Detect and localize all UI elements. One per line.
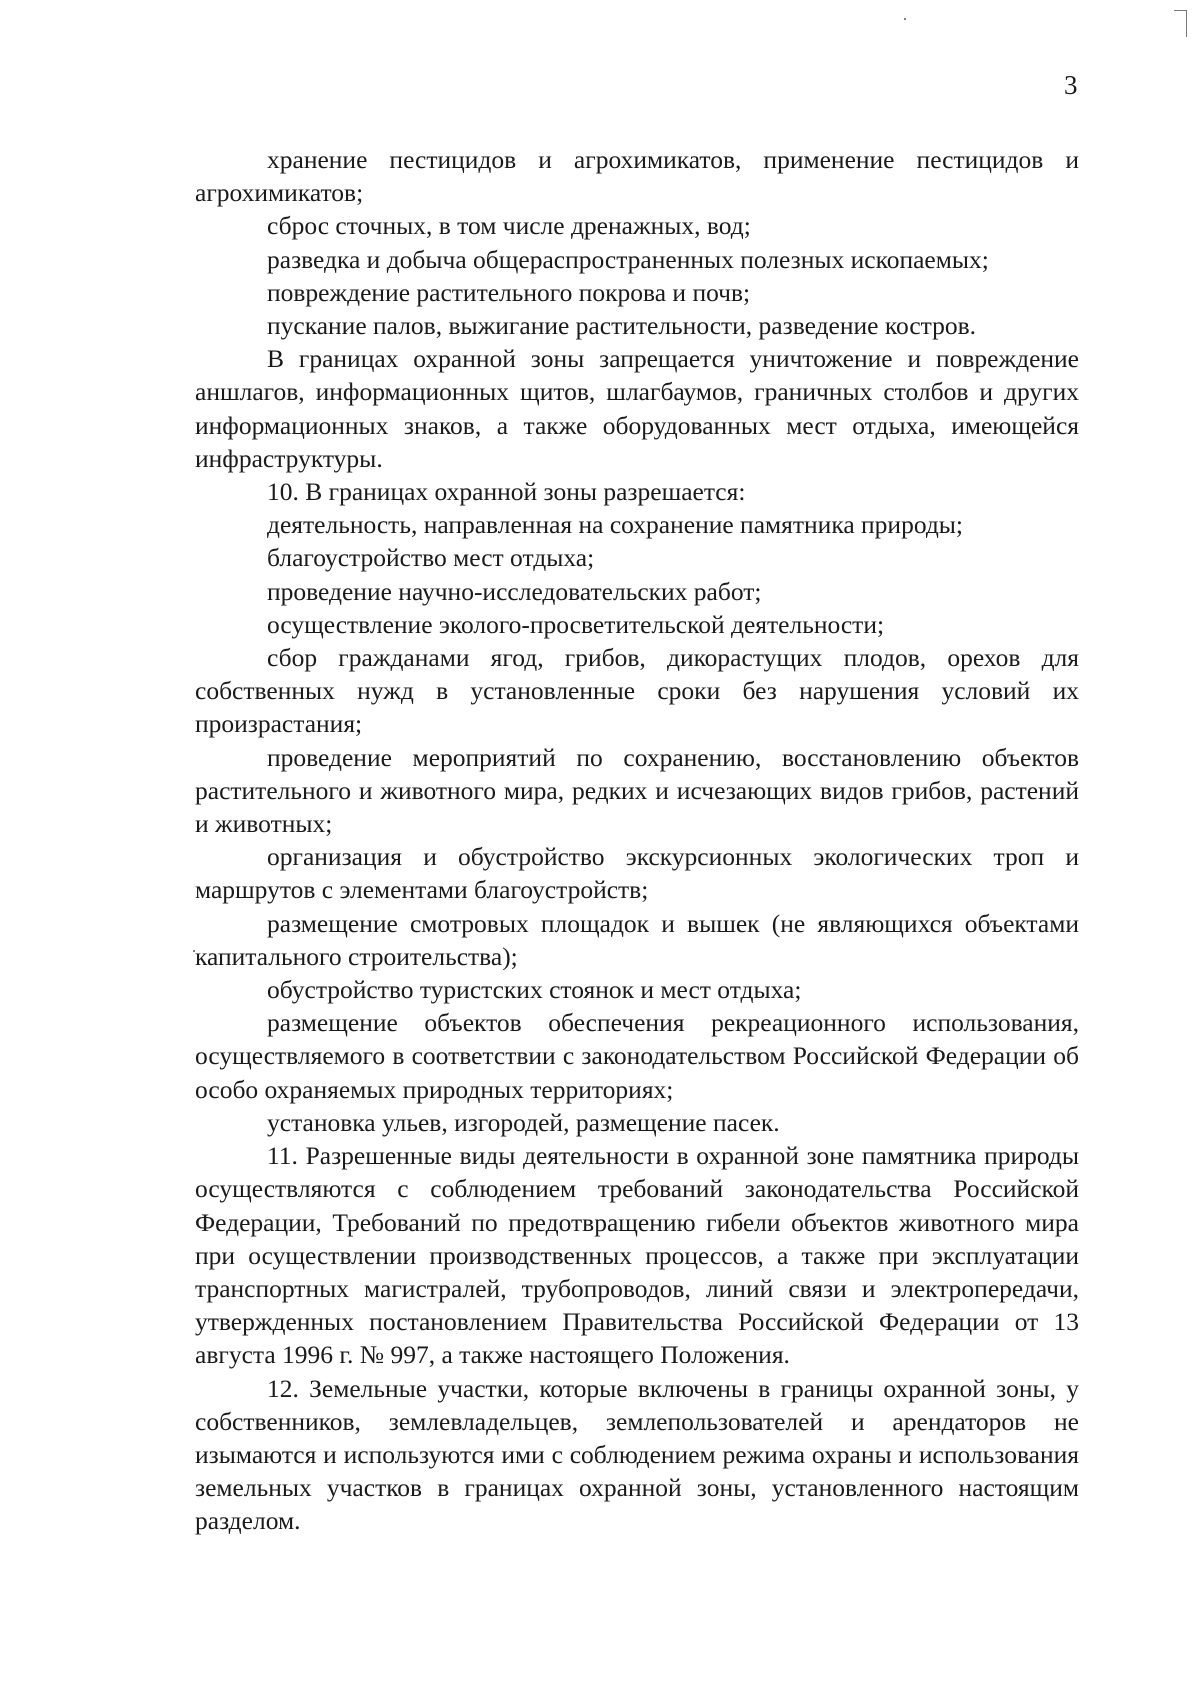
scan-corner-mark: [1174, 10, 1187, 37]
paragraph: В границах охранной зоны запрещается уничтожение и повреждение аншлагов, информационных щитов, шлагбаумов, граничных столбов и других информационных знаков, а также оборудованных мест отдыха, имеющейся инфраструктуры.: [195, 344, 1079, 473]
paragraph: 11. Разрешенные виды деятельности в охранной зоне памятника природы осуществляются с соблюдением требований законодательства Российской Федерации, Требований по предотвращению гибели объектов животного мира при осуществлении производственных процессов, а также при эксплуатации транспортных магистралей, трубопроводов, линий связи и электропередачи, утвержденных постановлением Правительства Российской Федерации от 13 августа 1996 г. № 997, а также настоящего Положения.: [195, 1141, 1079, 1370]
paragraph: организация и обустройство экскурсионных экологических троп и маршрутов с элементами благоустройств;: [195, 842, 1079, 905]
paragraph: проведение научно-исследовательских работ;: [267, 576, 762, 606]
paragraph: сбор гражданами ягод, грибов, дикорастущих плодов, орехов для собственных нужд в установленные сроки без нарушения условий их произрастания;: [195, 643, 1079, 739]
paragraph: размещение объектов обеспечения рекреационного использования, осуществляемого в соответствии с законодательством Российской Федерации об особо охраняемых природных территориях;: [195, 1008, 1079, 1104]
paragraph: установка ульев, изгородей, размещение пасек.: [267, 1107, 780, 1137]
paragraph: деятельность, направленная на сохранение памятника природы;: [267, 510, 964, 540]
paragraph: благоустройство мест отдыха;: [267, 543, 595, 573]
paragraph: размещение смотровых площадок и вышек (не являющихся объектами капитального строительства);: [195, 908, 1079, 971]
paragraph: осуществление эколого-просветительской деятельности;: [267, 609, 885, 639]
paragraph: 10. В границах охранной зоны разрешается:: [267, 477, 746, 507]
document-body: [195, 143, 1079, 1538]
paragraph: проведение мероприятий по сохранению, восстановлению объектов растительного и животного мира, редких и исчезающих видов грибов, растений и животных;: [195, 742, 1079, 839]
page-number: 3: [1064, 70, 1078, 100]
paragraph: обустройство туристских стоянок и мест отдыха;: [267, 975, 802, 1005]
scan-speck: [904, 18, 906, 20]
paragraph: 12. Земельные участки, которые включены в границы охранной зоны, у собственников, землевладельцев, землепользователей и арендаторов не изымаются и используются ими с соблюдением режима охраны и использования земельных участков в границах охранной зоны, установленного настоящим разделом.: [195, 1373, 1079, 1536]
paragraph: разведка и добыча общераспространенных полезных ископаемых;: [267, 244, 989, 274]
paragraph: повреждение растительного покрова и почв;: [267, 277, 751, 307]
paragraph: хранение пестицидов и агрохимикатов, применение пестицидов и агрохимикатов;: [195, 145, 1079, 208]
paragraph: пускание палов, выжигание растительности, разведение костров.: [267, 311, 977, 341]
paragraph: сброс сточных, в том числе дренажных, вод;: [267, 211, 751, 241]
